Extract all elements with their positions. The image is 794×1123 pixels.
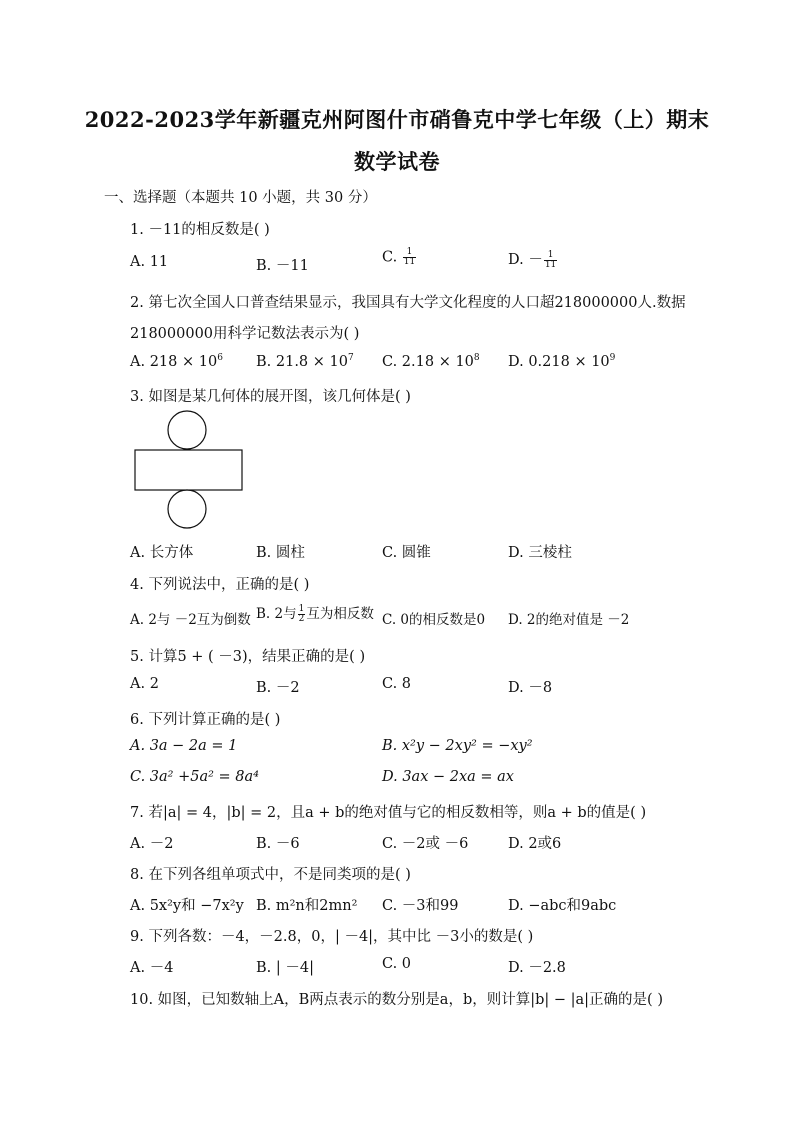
document-title-line2: 数学试卷 [354,149,440,174]
q2-option-c: C. $2.18 \times 10^8$ [382,353,480,370]
net-top-circle [168,411,206,449]
question-2-stem: 2. 第七次全国人口普查结果显示，我国具有大学文化程度的人口超218000000人.数据 [130,295,686,311]
q3-option-a: A. 长方体 [130,545,194,561]
net-rectangle [135,450,242,490]
q1-option-c-label: C. [382,249,402,266]
q5-option-b: B. －2 [256,680,300,696]
q8-option-c: C. －3和99 [382,898,459,914]
q4-option-b: B. 2与 $\frac{1}{2}$ 互为相反数 [256,604,374,624]
section-heading: 一、选择题（本题共 10 小题，共 30 分） [104,190,377,206]
q7-option-c: C. －2或 －6 [382,836,469,852]
question-6-stem: 6. 下列计算正确的是( ) [130,712,281,728]
q9-option-b: B. | －4| [256,960,314,976]
q6-option-a: A. 3a − 2a = 1 [130,738,238,754]
q7-option-a: A. －2 [130,836,174,852]
q8-option-a: A. 5x²y和 −7x²y [130,898,244,914]
q9-option-d: D. －2.8 [508,960,566,976]
q6-option-c: C. 3a² +5a² = 8a⁴ [130,769,259,785]
question-8-stem: 8. 在下列各组单项式中，不是同类项的是( ) [130,867,411,883]
q7-option-d: D. 2或6 [508,836,562,852]
q1-fraction-c: $\frac{1}{11}$ [403,247,416,267]
q4-option-a: A. 2与 －2互为倒数 [130,612,251,628]
q2-option-d: D. $0.218 \times 10^9$ [508,353,616,370]
q1-option-b: B. －11 [256,258,309,274]
q8-option-d: D. −abc和9abc [508,898,617,914]
question-5-stem: 5. 计算5 + ( －3)，结果正确的是( ) [130,649,366,665]
question-3-stem: 3. 如图是某几何体的展开图，该几何体是( ) [130,389,411,405]
question-10-stem: 10. 如图，已知数轴上A，B两点表示的数分别是a，b，则计算|b| − |a|正确的是( ) [130,992,663,1008]
q3-option-b: B. 圆柱 [256,545,305,561]
q5-option-c: C. 8 [382,676,412,692]
q4-option-d: D. 2的绝对值是 －2 [508,612,630,628]
q6-option-b: B. x²y − 2xy² = −xy² [382,738,533,754]
q1-option-d-label: D. － [508,252,543,268]
question-2-stem-cont: 218000000用科学记数法表示为( ) [130,326,360,342]
question-9-stem: 9. 下列各数：－4，－2.8，0，| －4|，其中比 －3小的数是( ) [130,929,534,945]
q2-option-a: A. $218 \times 10^6$ [130,353,223,370]
q9-option-a: A. －4 [130,960,174,976]
q5-option-a: A. 2 [130,676,159,692]
q6-option-d: D. 3ax − 2xa = ax [382,769,514,785]
q1-option-a: A. 11 [130,254,169,270]
document-title-line1: 2022-2023学年新疆克州阿图什市硝鲁克中学七年级（上）期末 [84,107,710,132]
q4-option-c: C. 0的相反数是0 [382,612,486,628]
q8-option-b: B. m²n和2mn² [256,898,358,914]
q4-fraction-b: $\frac{1}{2}$ [298,604,305,624]
question-1-stem: 1. －11的相反数是( ) [130,222,270,238]
q1-option-c [382,248,417,267]
question-7-stem: 7. 若|a| = 4，|b| = 2，且a + b的绝对值与它的相反数相等，则a + b的值是( ) [130,805,647,821]
net-bottom-circle [168,490,206,528]
q3-option-c: C. 圆锥 [382,545,431,561]
q1-fraction-d: $\frac{1}{11}$ [544,249,557,270]
q7-option-b: B. －6 [256,836,300,852]
q2-option-b: B. $21.8 \times 10^7$ [256,353,354,370]
question-4-stem: 4. 下列说法中，正确的是( ) [130,577,310,593]
q5-option-d: D. －8 [508,680,553,696]
q3-option-d: D. 三棱柱 [508,545,572,561]
cylinder-net-figure [130,408,250,532]
q1-option-d [508,248,558,270]
q9-option-c: C. 0 [382,956,412,972]
